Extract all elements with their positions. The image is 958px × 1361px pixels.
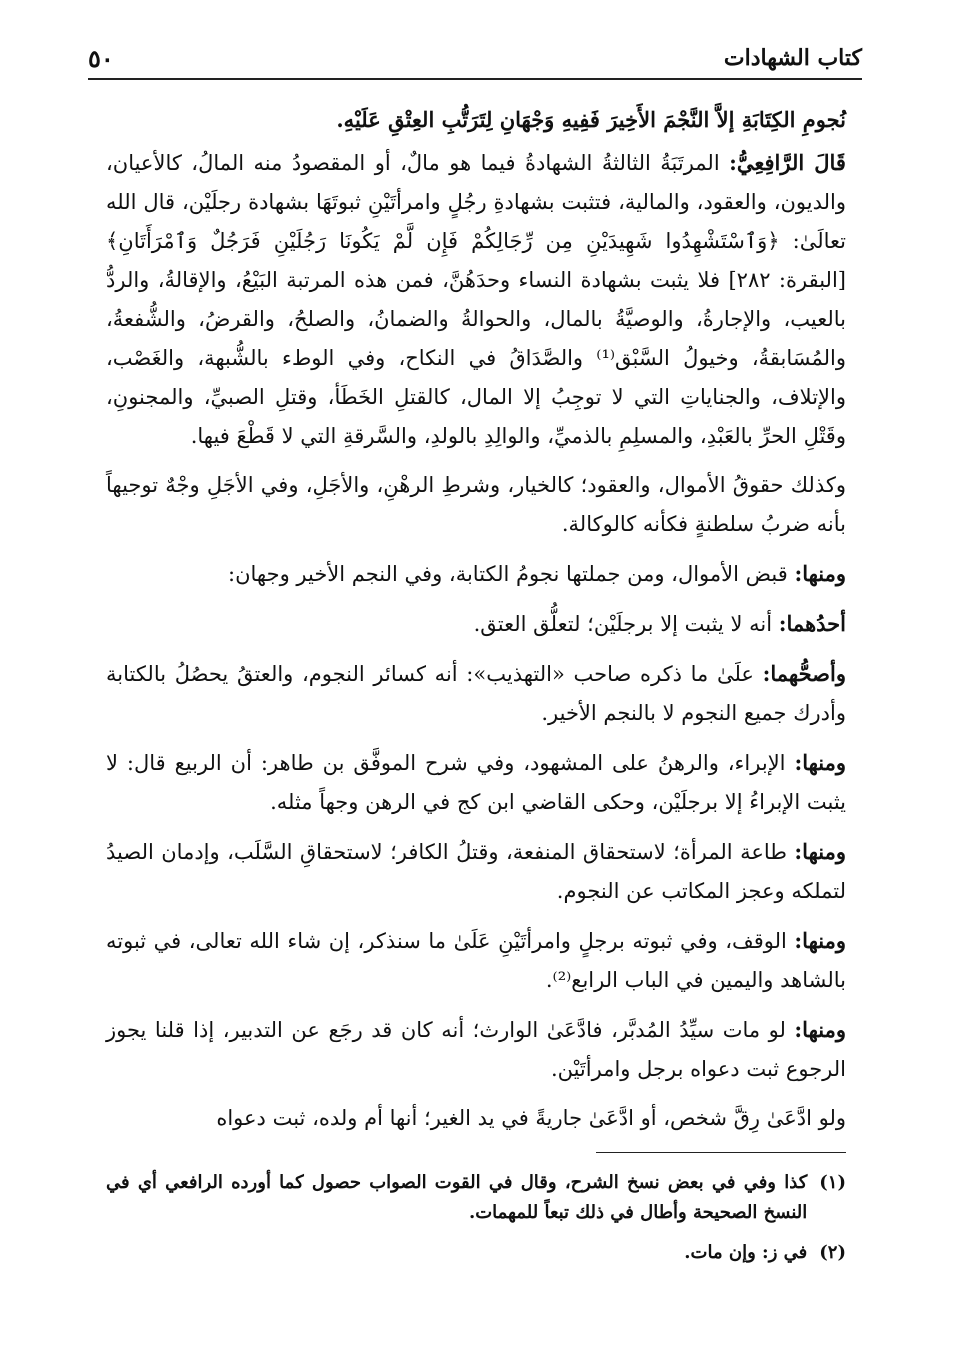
paragraph xyxy=(106,1099,846,1138)
footnote-text: في ز: وإن مات. xyxy=(684,1242,808,1263)
footnote-number: (١) xyxy=(819,1172,846,1193)
paragraph xyxy=(106,554,846,594)
chapter-title: كتاب الشهادات xyxy=(723,45,862,71)
paragraph-text: الإبراء، والرهنُ على المشهود، وفي شرح الموفَّق بن طاهر: أن الربيع قال: لا يثبت الإبراءُ إلا برجلَيْن، وحكى القاضي ابن كج في الرهن وجهاً مثله. xyxy=(106,751,846,814)
paragraph-text: ولو ادَّعَىٰ رِقَّ شخص، أو ادَّعَىٰ جاريةً في يد الغير؛ أنها أم ولده، ثبت دعواه xyxy=(216,1106,846,1130)
footnotes xyxy=(106,1168,846,1278)
paragraph-lead: ومنها: xyxy=(794,1017,846,1042)
paragraph-text: علَىٰ ما ذكره صاحب «التهذيب»: أنه كسائر النجوم، والعتقُ يحصُلُ بالكتابة وأدرك جميع النجوم لا بالنجم الأخير. xyxy=(106,662,846,725)
paragraph-lead: ومنها: xyxy=(794,561,846,586)
paragraph xyxy=(106,100,846,139)
footnote xyxy=(106,1238,846,1268)
paragraph-lead: ومنها: xyxy=(794,750,846,775)
paragraph-text: طاعة المرأة؛ لاستحقاق المنفعة، وقتلُ الكافر؛ لاستحقاقِ السَّلَب، وإدمان الصيدُ لتملكه وعجز المكاتب عن النجوم. xyxy=(106,840,846,903)
paragraph-text: أنه لا يثبت إلا برجلَيْن؛ لتعلُّق العتق. xyxy=(473,612,773,636)
paragraph-text: وكذلك حقوقُ الأموال، والعقود؛ كالخيار، وشرطِ الرهْنِ، والأجَلِ، وفي الأجَلِ وجْهٌ توجيهاً بأنه ضربُ سلطنةٍ فكأنه كالوكالة. xyxy=(106,473,846,536)
paragraph xyxy=(106,466,846,544)
footnote xyxy=(106,1168,846,1228)
paragraph xyxy=(106,654,846,733)
paragraph-lead: أحدُهما: xyxy=(778,611,846,636)
paragraph xyxy=(106,832,846,911)
paragraph-lead: ومنها: xyxy=(794,928,846,953)
paragraph xyxy=(106,604,846,644)
paragraph xyxy=(106,743,846,822)
paragraph xyxy=(106,1010,846,1089)
paragraph-lead: قَالَ الرَّافِعِيُّ: xyxy=(729,150,846,175)
paragraph xyxy=(106,143,846,456)
paragraph-text: نُجومِ الكِتَابَةِ إلاَّ النَّجْمَ الأَخِيرَ فَفِيهِ وَجْهَانِ لِتَرَتُّبِ العِتْقِ عَلَيْهِ. xyxy=(336,107,846,132)
main-text xyxy=(106,100,846,1148)
footnote-divider xyxy=(596,1152,846,1153)
page-header xyxy=(88,38,862,80)
page-number: ٥٠ xyxy=(88,43,114,73)
paragraph-lead: ومنها: xyxy=(794,839,846,864)
footnote-text: كذا وفي في بعض نسخ الشرح، وقال في القوت الصواب حصول كما أورده الرافعي أي في النسخ الصحيحة وأطال في ذلك تبعاً للمهمات. xyxy=(106,1172,808,1223)
paragraph-lead: وأصحُّهما: xyxy=(762,661,846,686)
paragraph-text: لو مات سيِّدُ المُدبَّر، فادَّعَىٰ الوارث؛ أنه كان قد رجَع عن التدبير، إذا قلنا يجوز الرجوع ثبت دعواه برجل وامرأتَيْن. xyxy=(106,1018,846,1081)
paragraph-text: الوقف، وفي ثبوته برجلٍ وامرأتَيْنِ عَلَىٰ ما سنذكر، إن شاء الله تعالى، في ثبوته بالشاهد واليمين في الباب الرابع⁽²⁾. xyxy=(106,929,846,992)
paragraph-text: المرتَبَةُ الثالثةُ الشهادةُ فيما هو مالٌ، أو المقصودُ منه المالُ، كالأعيان، والديون، والعقود، والمالية، فتثبت بشهادةِ رجُلٍ وامرأتَيْنِ ثبوتَهَا بشهادة رجلَيْن، قال الله تعالَىٰ: ﴿وَٱسْتَشْهِدُوا شَهِيدَيْنِ مِن رِّجَالِكُمْ فَإِن لَّمْ يَكُونَا رَجُلَيْنِ فَرَجُلٌ وَٱمْرَأَتَانِ﴾ [البقرة: ٢٨٢] فلا يثبت بشهادة النساء وحدَهُنَّ، فمن هذه المرتبة البَيْعُ، والإقالةُ، والردُّ بالعيب، والإجارةُ، والوصيَّةُ بالمال، والحوالةُ والضمانُ، والصلحُ، والقرضُ، والشُّفعةُ، والمُسَابقةُ، وخيولُ السَّبْق⁽¹⁾ والصَّدَاقُ في النكاح، وفي الوطء بالشُّبهة، والغَصْب، والإتلاف، والجناياتِ التي لا توجِبُ إلا المال، كالقتلِ الخَطَأ، وقتلِ الصبيِّ، والمجنونِ، وقَتْلِ الحرِّ بالعَبْدِ، والمسلِمِ بالذميِّ، والوالِدِ بالولدِ، والسَّرقةِ التي لا قَطْعَ فيها. xyxy=(106,151,846,448)
paragraph-text: قبض الأموال، ومن جملتها نجومُ الكتابة، وفي النجم الأخير وجهان: xyxy=(228,562,788,586)
paragraph xyxy=(106,921,846,1000)
footnote-number: (٢) xyxy=(819,1242,846,1263)
